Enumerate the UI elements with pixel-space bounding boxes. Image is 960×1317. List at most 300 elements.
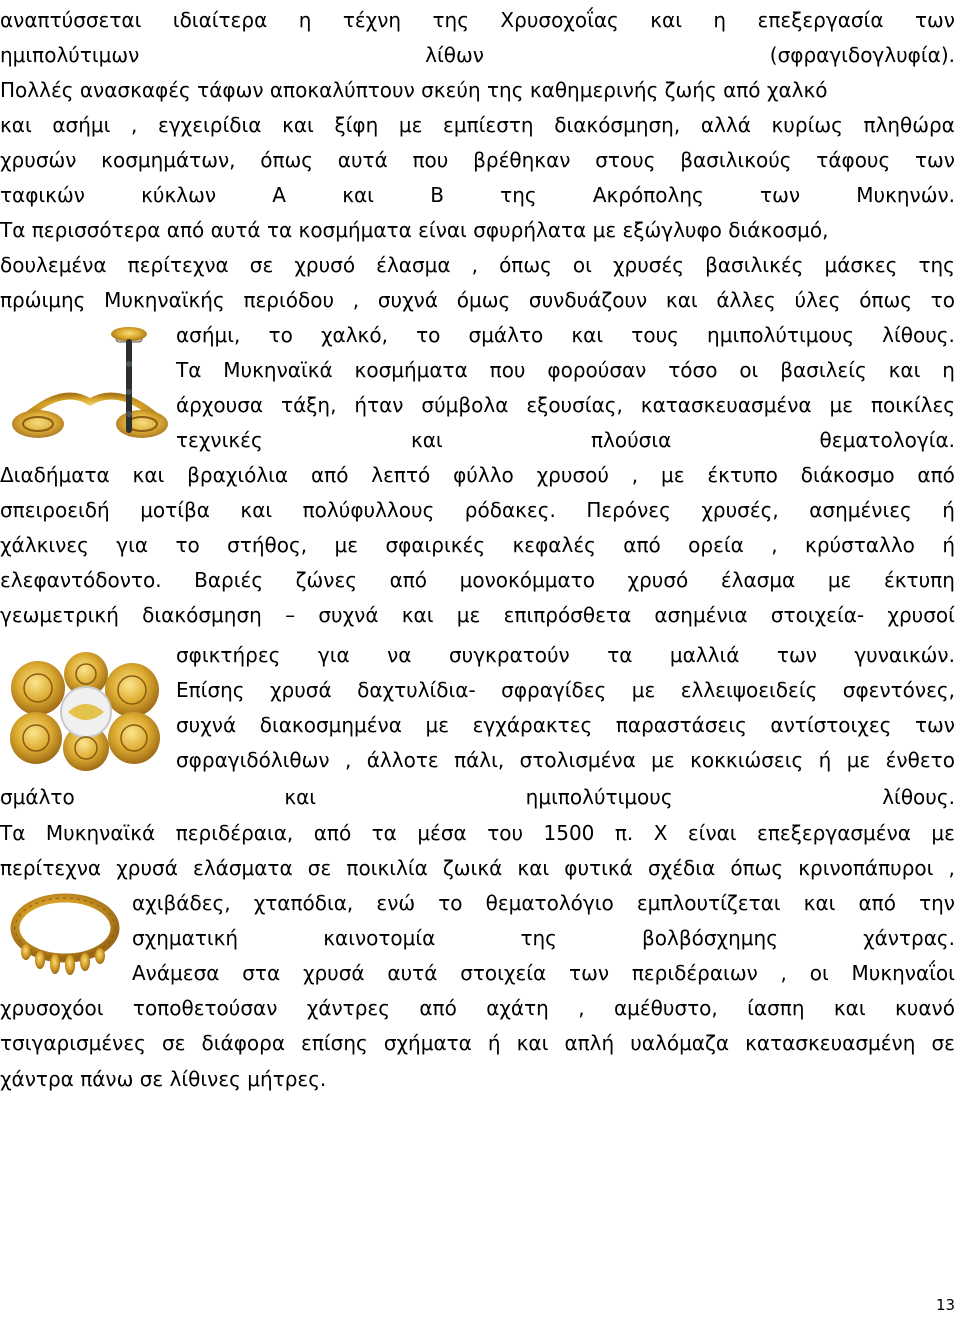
text-word: θεματολογία. — [819, 428, 955, 452]
text-line — [132, 925, 955, 951]
text-line — [176, 712, 955, 738]
text-word: λίθους. — [882, 323, 955, 347]
text-word: χρυσοχόοι — [0, 996, 104, 1020]
text-word: χρυσό — [294, 253, 356, 277]
text-word: κυρίως — [771, 113, 843, 137]
text-word: διάκοσμό, — [728, 218, 829, 242]
text-word: αναπτύσσεται — [0, 8, 142, 32]
text-word: χρυσά — [116, 856, 178, 880]
text-word: την — [919, 891, 955, 915]
text-word: σφραγιδόλιθων — [176, 748, 330, 772]
text-word: σφεντόνες, — [842, 678, 955, 702]
text-word: είναι — [687, 821, 737, 845]
text-word: , — [344, 748, 352, 772]
text-word: σε — [931, 1031, 955, 1055]
text-word: σε — [161, 1031, 186, 1055]
text-word: και — [342, 183, 374, 207]
text-line — [0, 1030, 955, 1056]
text-word: έκτυπη — [883, 568, 955, 592]
text-word: τοποθετούσαν — [132, 996, 278, 1020]
text-word: των — [915, 713, 955, 737]
text-word: εμπλουτίζεται — [636, 891, 781, 915]
text-word: περιδέραιων — [631, 961, 758, 985]
text-word: διακόσμηση, — [554, 113, 681, 137]
text-word: στολισμένα — [519, 748, 636, 772]
text-word: άλλοτε — [366, 748, 439, 772]
text-word: ή — [942, 533, 955, 557]
text-word: σφικτήρες — [176, 643, 281, 667]
text-word: κεφαλές — [512, 533, 596, 557]
text-word: χάντρες — [306, 996, 390, 1020]
text-word: το — [416, 323, 441, 347]
text-line — [0, 497, 955, 523]
gold-pin-illustration — [2, 312, 172, 452]
text-word: Τα — [176, 358, 202, 382]
text-word: λίθινες — [169, 1067, 241, 1091]
text-word: ήταν — [354, 393, 404, 417]
text-word: Ανάμεσα — [132, 961, 220, 985]
text-word: αχάτη — [486, 996, 549, 1020]
text-word: σε — [307, 856, 332, 880]
text-line — [0, 42, 955, 68]
text-word: μοτίβα — [140, 498, 210, 522]
text-word: χρυσές — [612, 253, 685, 277]
text-word: Μυκηνών. — [856, 183, 955, 207]
text-word: πολύφυλλους — [302, 498, 435, 522]
text-word: με — [398, 113, 423, 137]
text-word: τα — [607, 643, 633, 667]
text-word: όπως — [859, 288, 912, 312]
text-line — [176, 642, 955, 668]
text-line — [0, 462, 955, 488]
text-word: και — [240, 498, 273, 522]
text-word: σε — [249, 253, 274, 277]
text-word: φύλλο — [453, 463, 514, 487]
text-word: τους — [631, 323, 679, 347]
text-word: τσιγαρισμένες — [0, 1031, 146, 1055]
text-word: κατασκευασμένα — [640, 393, 812, 417]
text-word: των — [914, 8, 955, 32]
text-word: σφαιρικές — [385, 533, 486, 557]
text-word: λίθων — [425, 43, 484, 67]
text-word: και — [410, 428, 443, 452]
text-word: ενώ — [376, 891, 416, 915]
text-line — [176, 392, 955, 418]
text-word: λεπτό — [371, 463, 431, 487]
text-word: οι — [809, 961, 829, 985]
text-line — [0, 995, 955, 1021]
text-word: χρυσού — [536, 463, 609, 487]
text-word: κρύσταλλο — [805, 533, 915, 557]
text-line — [132, 890, 955, 916]
text-word: σχέδια — [647, 856, 716, 880]
text-word: και — [516, 1031, 549, 1055]
gold-necklace-illustration — [2, 884, 128, 984]
text-word: αποκαλύπτουν — [269, 78, 415, 102]
text-word: αυτά — [210, 218, 261, 242]
text-line — [0, 784, 955, 810]
text-word: αντίστοιχες — [770, 713, 892, 737]
text-line — [0, 602, 955, 628]
text-word: πλούσια — [590, 428, 672, 452]
text-word: της — [918, 253, 955, 277]
text-word: οι — [572, 253, 592, 277]
text-word: χρυσές, — [701, 498, 779, 522]
text-line — [0, 182, 955, 208]
text-word: τάφων — [197, 78, 264, 102]
text-word: καθημερινής — [529, 78, 659, 102]
text-word: , — [631, 463, 639, 487]
text-word: του — [487, 821, 524, 845]
text-word: συγκρατούν — [448, 643, 570, 667]
text-word: εξουσίας, — [526, 393, 623, 417]
text-word: και — [282, 113, 314, 137]
text-word: έλασμα — [720, 568, 796, 592]
text-word: φορούσαν — [547, 358, 647, 382]
text-word: με — [660, 463, 685, 487]
text-word: Μυκηναϊκά — [223, 358, 333, 382]
text-word: και — [284, 785, 317, 809]
text-word: σμάλτο — [0, 785, 75, 809]
text-word: κατασκευασμένη — [745, 1031, 916, 1055]
text-word: Διαδήματα — [0, 463, 110, 487]
text-word: όπως — [499, 253, 552, 277]
text-word: εγχάρακτες — [472, 713, 593, 737]
text-word: ρόδακες. — [464, 498, 556, 522]
text-word: Μυκηναϊκής — [104, 288, 225, 312]
text-word: των — [776, 643, 817, 667]
text-word: χρυσών — [0, 148, 77, 172]
text-word: της — [432, 8, 469, 32]
gold-rosettes-illustration — [4, 650, 168, 774]
text-word: εμπίεστη — [443, 113, 534, 137]
text-word: αμέθυστο, — [613, 996, 718, 1020]
text-word: από — [310, 463, 349, 487]
text-word: Επίσης — [176, 678, 245, 702]
text-word: μονοκόμματο — [459, 568, 595, 592]
text-word: εγχειρίδια — [158, 113, 262, 137]
text-line — [0, 7, 955, 33]
text-word: κοσμήματα — [298, 218, 412, 242]
text-word: Μυκηναΐοι — [851, 961, 955, 985]
text-word: δουλεμένα — [0, 253, 107, 277]
text-word: με — [651, 748, 675, 772]
text-word: επεξεργασία — [757, 8, 884, 32]
text-word: με — [631, 678, 656, 702]
text-line — [0, 1066, 955, 1092]
text-word: της — [487, 78, 524, 102]
text-word: απλή — [564, 1031, 615, 1055]
text-word: που — [412, 148, 449, 172]
text-word: δαχτυλίδια- — [357, 678, 476, 702]
text-word: της — [500, 183, 537, 207]
text-word: ημιπολύτιμους — [525, 785, 673, 809]
text-word: στα — [242, 961, 281, 985]
text-word: το — [438, 891, 463, 915]
text-word: και — [803, 891, 836, 915]
text-line — [176, 357, 955, 383]
text-word: η — [298, 8, 312, 32]
text-word: χαλκό, — [320, 323, 388, 347]
text-word: με — [334, 533, 359, 557]
text-line — [132, 960, 955, 986]
text-word: Χ — [653, 821, 668, 845]
text-word: κοσμημάτων, — [101, 148, 236, 172]
text-word: σχηματική — [132, 926, 239, 950]
text-word: Βαριές — [194, 568, 264, 592]
text-word: για — [116, 533, 149, 557]
text-word: σχήματα — [383, 1031, 472, 1055]
text-word: τόσο — [668, 358, 718, 382]
text-word: γυναικών. — [854, 643, 955, 667]
text-word: , — [471, 253, 478, 277]
text-word: στοιχεία- — [770, 603, 865, 627]
text-word: βολβόσχημης — [642, 926, 778, 950]
text-word: , — [578, 996, 585, 1020]
text-word: φυτικά — [564, 856, 633, 880]
text-word: κρινοπάπυροι — [798, 856, 934, 880]
text-word: χρυσοί — [887, 603, 955, 627]
text-word: περιόδου — [243, 288, 335, 312]
text-word: τα — [266, 218, 293, 242]
text-word: βασιλικούς — [680, 148, 792, 172]
text-word: ελλειψοειδείς — [680, 678, 818, 702]
text-word: χάντρας. — [863, 926, 955, 950]
text-word: π. — [614, 821, 634, 845]
text-word: από — [623, 533, 661, 557]
text-word: από — [858, 891, 896, 915]
text-word: σκεύη — [421, 78, 481, 102]
text-word: , — [352, 288, 360, 312]
text-word: σε — [139, 1067, 164, 1091]
text-word: με — [592, 218, 617, 242]
text-word: το — [930, 288, 955, 312]
text-word: που — [489, 358, 526, 382]
text-word: ασημένιες — [809, 498, 912, 522]
text-word: αχιβάδες, — [132, 891, 231, 915]
text-word: διακοσμημένα — [259, 713, 402, 737]
text-word: με — [846, 748, 871, 772]
text-word: βασιλικές — [705, 253, 804, 277]
text-word: ημιπολύτιμους — [707, 323, 854, 347]
text-word: τάφους — [816, 148, 891, 172]
text-word: με — [425, 713, 450, 737]
text-word: στοιχεία — [460, 961, 547, 985]
text-word: Περόνες — [586, 498, 671, 522]
text-word: χάλκινες — [0, 533, 89, 557]
text-word: για — [317, 643, 350, 667]
text-word: 1500 — [543, 821, 595, 845]
text-word: και — [833, 996, 866, 1020]
text-word: ποικίλες — [871, 393, 955, 417]
text-word: τέχνη — [342, 8, 402, 32]
text-word: κυανό — [895, 996, 955, 1020]
text-word: περισσότερα — [31, 218, 161, 242]
text-word: κύκλων — [141, 183, 217, 207]
text-word: ιδιαίτερα — [172, 8, 268, 32]
text-word: κοσμήματα — [354, 358, 468, 382]
text-word: ορεία — [688, 533, 744, 557]
text-word: βασιλείς — [780, 358, 867, 382]
text-word: των — [760, 183, 800, 207]
text-word: από — [313, 821, 352, 845]
text-word: ή — [942, 498, 955, 522]
text-word: το — [175, 533, 200, 557]
text-word: πληθώρα — [863, 113, 955, 137]
text-word: χάντρα — [0, 1067, 74, 1091]
text-word: στήθος, — [227, 533, 308, 557]
text-word: μέσα — [417, 821, 467, 845]
text-word: μαλλιά — [669, 643, 740, 667]
text-word: ασημένια — [654, 603, 748, 627]
text-word: αυτά — [337, 148, 388, 172]
text-word: λίθους. — [882, 785, 955, 809]
text-word: έλασμα — [376, 253, 451, 277]
text-line — [0, 112, 955, 138]
text-word: τάξη, — [281, 393, 337, 417]
text-line — [0, 147, 955, 173]
text-word: ελεφαντόδοντο. — [0, 568, 162, 592]
text-word: καινοτομία — [323, 926, 436, 950]
text-word: και — [517, 856, 550, 880]
text-word: Τα — [0, 821, 26, 845]
text-word: επιπρόσθετα — [503, 603, 632, 627]
text-word: με — [827, 568, 852, 592]
text-word: να — [387, 643, 412, 667]
text-word: και — [132, 463, 165, 487]
text-word: συχνά — [176, 713, 237, 737]
text-word: χρυσό — [627, 568, 689, 592]
text-word: και — [665, 288, 698, 312]
text-word: ημιπολύτιμων — [0, 43, 140, 67]
text-word: , — [948, 856, 955, 880]
text-word: βρέθηκαν — [473, 148, 571, 172]
text-word: και — [650, 8, 682, 32]
text-word: είναι — [418, 218, 467, 242]
text-word: γεωμετρική — [0, 603, 119, 627]
text-line — [0, 532, 955, 558]
text-word: ζωής — [664, 78, 717, 102]
text-word: τα — [371, 821, 397, 845]
text-word: ελάσματα — [193, 856, 293, 880]
text-line — [0, 77, 955, 103]
text-word: ασήμι — [52, 113, 111, 137]
text-word: με — [931, 821, 955, 845]
text-word: , — [131, 113, 138, 137]
text-line — [0, 820, 955, 846]
text-word: της — [520, 926, 557, 950]
text-word: , — [780, 961, 787, 985]
text-word: , — [771, 533, 778, 557]
text-word: Χρυσοχοΐας — [500, 8, 619, 32]
text-line — [0, 855, 955, 881]
text-word: συνδυάζουν — [528, 288, 648, 312]
text-line — [176, 677, 955, 703]
text-line — [0, 252, 955, 278]
text-line — [0, 217, 955, 243]
text-word: διάκοσμο — [800, 463, 895, 487]
text-word: Α — [272, 183, 286, 207]
text-line — [176, 747, 955, 773]
text-word: ποικιλία — [346, 856, 428, 880]
text-word: μάσκες — [824, 253, 898, 277]
text-word: αυτά — [387, 961, 438, 985]
text-line — [176, 322, 955, 348]
text-word: τεχνικές — [176, 428, 263, 452]
text-word: αλλά — [700, 113, 751, 137]
text-word: ταφικών — [0, 183, 85, 207]
text-word: ένθετο — [885, 748, 955, 772]
text-word: ίασπη — [747, 996, 805, 1020]
text-word: ή — [487, 1031, 501, 1055]
text-line — [0, 287, 955, 313]
text-word: ζώνες — [295, 568, 357, 592]
text-word: συχνά — [318, 603, 379, 627]
text-word: η — [713, 8, 727, 32]
text-word: πρώιμης — [0, 288, 86, 312]
text-word: επεξεργασμένα — [757, 821, 911, 845]
text-word: περιδέραια, — [175, 821, 294, 845]
text-word: χρυσά — [302, 961, 365, 985]
text-word: και — [401, 603, 434, 627]
text-word: περίτεχνα — [127, 253, 229, 277]
text-word: επίσης — [301, 1031, 368, 1055]
text-word: σφραγίδες — [501, 678, 607, 702]
text-word: από — [723, 78, 761, 102]
text-word: διακόσμηση — [142, 603, 262, 627]
text-word: ξίφη — [334, 113, 379, 137]
text-word: σπειροειδή — [0, 498, 110, 522]
text-line — [176, 427, 955, 453]
text-word: Μυκηναϊκά — [45, 821, 156, 845]
text-word: Τα — [0, 218, 26, 242]
text-word: χταπόδια, — [253, 891, 354, 915]
text-word: πάλι, — [454, 748, 505, 772]
text-word: όμως — [456, 288, 511, 312]
text-word: όπως — [730, 856, 784, 880]
text-word: άλλες — [716, 288, 776, 312]
text-word: βραχιόλια — [187, 463, 289, 487]
text-word: ή — [818, 748, 832, 772]
text-word: υαλόμαζα — [630, 1031, 730, 1055]
text-word: Β — [430, 183, 444, 207]
text-word: από — [166, 218, 205, 242]
text-word: ύλες — [794, 288, 841, 312]
text-word: από — [419, 996, 457, 1020]
text-word: από — [389, 568, 428, 592]
text-word: και — [888, 358, 921, 382]
text-word: όπως — [260, 148, 314, 172]
text-word: (σφραγιδογλυφία). — [769, 43, 955, 67]
text-word: πάνω — [80, 1067, 134, 1091]
text-word: των — [915, 148, 955, 172]
text-word: κοκκιώσεις — [690, 748, 804, 772]
page-number: 13 — [936, 1296, 956, 1314]
text-word: το — [268, 323, 293, 347]
text-word: εξώγλυφο — [622, 218, 722, 242]
text-line — [0, 567, 955, 593]
text-word: περίτεχνα — [0, 856, 102, 880]
text-word: Ακρόπολης — [592, 183, 704, 207]
text-word: – — [285, 603, 296, 627]
text-word: οι — [739, 358, 759, 382]
text-word: ζωικά — [442, 856, 503, 880]
text-word: με — [829, 393, 854, 417]
text-word: στους — [595, 148, 656, 172]
text-word: η — [942, 358, 955, 382]
text-word: διάφορα — [201, 1031, 285, 1055]
text-word: σύμβολα — [421, 393, 509, 417]
